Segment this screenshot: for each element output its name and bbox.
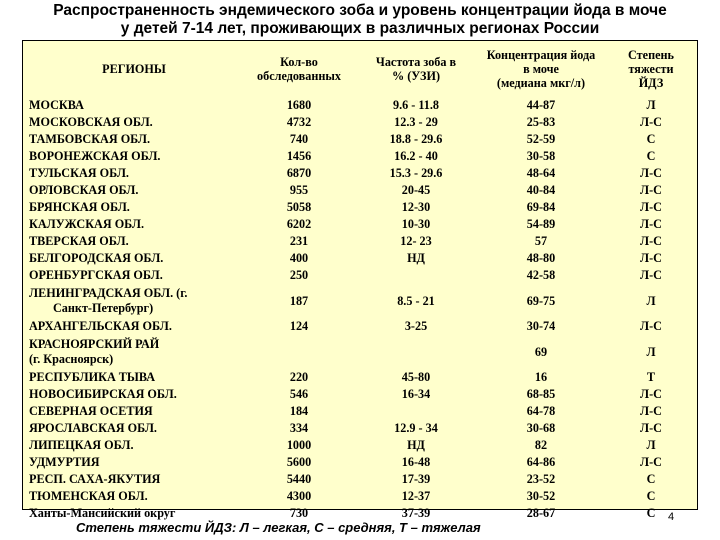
table-row bbox=[23, 148, 699, 165]
count-cell bbox=[245, 335, 353, 369]
count-cell: 4732 bbox=[286, 115, 312, 129]
table-row bbox=[23, 233, 699, 250]
concentration-cell: 82 bbox=[534, 438, 548, 452]
severity-cell: Л-С bbox=[640, 200, 662, 214]
severity-cell: Л-С bbox=[640, 251, 662, 265]
table-row bbox=[23, 267, 699, 284]
severity-cell: С bbox=[646, 149, 656, 163]
table-header-row bbox=[23, 41, 699, 97]
table-row bbox=[23, 114, 699, 131]
region-cell bbox=[23, 284, 245, 318]
frequency-cell: 15.3 - 29.6 bbox=[389, 166, 443, 180]
region-subname: Санкт-Петербург) bbox=[53, 301, 154, 315]
severity-cell: Л-С bbox=[640, 115, 662, 129]
header-severity-line-1: Степень bbox=[628, 48, 674, 62]
header-count bbox=[245, 41, 353, 97]
region-cell: БРЯНСКАЯ ОБЛ. bbox=[29, 200, 130, 214]
count-cell: 730 bbox=[289, 506, 309, 520]
region-cell: НОВОСИБИРСКАЯ ОБЛ. bbox=[29, 387, 177, 401]
concentration-cell: 16 bbox=[534, 370, 548, 384]
count-cell: 6870 bbox=[286, 166, 312, 180]
region-cell: МОСКОВСКАЯ ОБЛ. bbox=[29, 115, 153, 129]
severity-cell: Л-С bbox=[640, 234, 662, 248]
region-cell: ТВЕРСКАЯ ОБЛ. bbox=[29, 234, 129, 248]
frequency-cell: 3-25 bbox=[404, 319, 428, 333]
count-cell: 400 bbox=[289, 251, 309, 265]
region-cell bbox=[23, 335, 245, 369]
region-cell: СЕВЕРНАЯ ОСЕТИЯ bbox=[29, 404, 153, 418]
region-name: КРАСНОЯРСКИЙ РАЙ bbox=[29, 337, 160, 351]
table-row bbox=[23, 403, 699, 420]
concentration-cell: 68-85 bbox=[526, 387, 556, 401]
title-line-2: у детей 7-14 лет, проживающих в различных регионах России bbox=[120, 20, 600, 37]
table-row bbox=[23, 437, 699, 454]
severity-cell: Л-С bbox=[640, 387, 662, 401]
region-cell: ЛИПЕЦКАЯ ОБЛ. bbox=[29, 438, 134, 452]
frequency-cell: 12- 23 bbox=[400, 234, 432, 248]
table-row bbox=[23, 369, 699, 386]
frequency-cell: 45-80 bbox=[401, 370, 431, 384]
severity-cell: С bbox=[646, 489, 656, 503]
frequency-cell: 16-34 bbox=[401, 387, 431, 401]
table-row bbox=[23, 216, 699, 233]
table-row bbox=[23, 471, 699, 488]
count-cell: 184 bbox=[289, 404, 309, 418]
header-frequency-line-2: % (УЗИ) bbox=[391, 69, 441, 83]
concentration-cell: 69-84 bbox=[526, 200, 556, 214]
frequency-cell: 12-37 bbox=[401, 489, 431, 503]
region-cell: РЕСПУБЛИКА ТЫВА bbox=[29, 370, 156, 384]
concentration-cell: 30-58 bbox=[526, 149, 556, 163]
severity-cell: Л bbox=[646, 344, 656, 359]
concentration-cell: 40-84 bbox=[526, 183, 556, 197]
region-cell: ОРЛОВСКАЯ ОБЛ. bbox=[29, 183, 139, 197]
frequency-cell bbox=[353, 267, 479, 284]
table-row bbox=[23, 165, 699, 182]
table-row bbox=[23, 335, 699, 369]
concentration-cell: 30-68 bbox=[526, 421, 556, 435]
region-cell: ВОРОНЕЖСКАЯ ОБЛ. bbox=[29, 149, 161, 163]
severity-cell: Л-С bbox=[640, 268, 662, 282]
severity-cell: Л bbox=[646, 98, 656, 112]
table-body-group-2 bbox=[23, 284, 699, 369]
header-concentration-line-1: Концентрация йода bbox=[486, 48, 596, 62]
concentration-cell: 64-78 bbox=[526, 404, 556, 418]
header-regions: РЕГИОНЫ bbox=[102, 62, 166, 76]
count-cell: 5058 bbox=[286, 200, 312, 214]
frequency-cell: НД bbox=[407, 438, 425, 452]
region-cell: ОРЕНБУРГСКАЯ ОБЛ. bbox=[29, 268, 163, 282]
header-severity-line-2: тяжести bbox=[628, 62, 674, 76]
header-concentration-line-2: в моче bbox=[523, 62, 559, 76]
frequency-cell: 18.8 - 29.6 bbox=[389, 132, 443, 146]
header-count-line-2: обследованных bbox=[257, 69, 341, 83]
title-line-1: Распространенность эндемического зоба и уровень концентрации йода в моче bbox=[53, 2, 667, 19]
count-cell: 1456 bbox=[286, 149, 312, 163]
header-frequency bbox=[353, 41, 479, 97]
region-cell: ТЮМЕНСКАЯ ОБЛ. bbox=[29, 489, 148, 503]
severity-cell: Л bbox=[646, 438, 656, 452]
count-cell: 955 bbox=[289, 183, 309, 197]
region-cell: БЕЛГОРОДСКАЯ ОБЛ. bbox=[29, 251, 164, 265]
region-cell: АРХАНГЕЛЬСКАЯ ОБЛ. bbox=[29, 319, 172, 333]
concentration-cell: 69-75 bbox=[526, 293, 556, 308]
concentration-cell: 44-87 bbox=[526, 98, 556, 112]
region-subname: (г. Красноярск) bbox=[29, 352, 114, 366]
table-row bbox=[23, 420, 699, 437]
table-row bbox=[23, 250, 699, 267]
severity-cell: Т bbox=[646, 370, 656, 384]
count-cell: 1680 bbox=[286, 98, 312, 112]
concentration-cell: 52-59 bbox=[526, 132, 556, 146]
page-number: 4 bbox=[668, 511, 675, 523]
region-cell: ТУЛЬСКАЯ ОБЛ. bbox=[29, 166, 129, 180]
severity-cell: Л-С bbox=[640, 319, 662, 333]
table-row bbox=[23, 97, 699, 114]
frequency-cell: 8.5 - 21 bbox=[397, 293, 435, 308]
region-cell: УДМУРТИЯ bbox=[29, 455, 100, 469]
data-table-frame bbox=[22, 40, 698, 520]
region-cell: РЕСП. САХА-ЯКУТИЯ bbox=[29, 472, 161, 486]
severity-cell: Л-С bbox=[640, 455, 662, 469]
frequency-cell: 20-45 bbox=[401, 183, 431, 197]
header-frequency-line-1: Частота зоба в bbox=[375, 55, 457, 69]
iodine-table bbox=[23, 41, 699, 522]
region-cell: ТАМБОВСКАЯ ОБЛ. bbox=[29, 132, 151, 146]
count-cell: 5440 bbox=[286, 472, 312, 486]
severity-cell: Л-С bbox=[640, 183, 662, 197]
frequency-cell: 37-39 bbox=[401, 506, 431, 520]
frequency-cell bbox=[353, 403, 479, 420]
concentration-cell: 25-83 bbox=[526, 115, 556, 129]
count-cell: 4300 bbox=[286, 489, 312, 503]
frequency-cell: НД bbox=[407, 251, 425, 265]
severity-cell: Л-С bbox=[640, 166, 662, 180]
frequency-cell: 12-30 bbox=[401, 200, 431, 214]
frequency-cell: 16-48 bbox=[401, 455, 431, 469]
header-severity-line-3: ЙДЗ bbox=[638, 76, 664, 90]
concentration-cell: 54-89 bbox=[526, 217, 556, 231]
region-cell: МОСКВА bbox=[29, 98, 84, 112]
severity-legend-footnote: Степень тяжести ЙДЗ: Л – легкая, С – средняя, Т – тяжелая bbox=[76, 520, 481, 535]
region-name: ЛЕНИНГРАДСКАЯ ОБЛ. (г. bbox=[29, 286, 188, 300]
frequency-cell: 16.2 - 40 bbox=[394, 149, 438, 163]
severity-cell: С bbox=[646, 506, 656, 520]
concentration-cell: 30-74 bbox=[526, 319, 556, 333]
table-row bbox=[23, 488, 699, 505]
severity-cell: Л bbox=[646, 293, 656, 308]
table-row bbox=[23, 454, 699, 471]
table-row bbox=[23, 131, 699, 148]
header-concentration-line-3: (медиана мкг/л) bbox=[496, 76, 586, 90]
table-body-group-3 bbox=[23, 369, 699, 522]
concentration-cell: 48-80 bbox=[526, 251, 556, 265]
count-cell: 124 bbox=[289, 319, 309, 333]
concentration-cell: 57 bbox=[534, 234, 548, 248]
frequency-cell bbox=[353, 335, 479, 369]
count-cell: 6202 bbox=[286, 217, 312, 231]
count-cell: 546 bbox=[289, 387, 309, 401]
count-cell: 231 bbox=[289, 234, 309, 248]
severity-cell: Л-С bbox=[640, 217, 662, 231]
header-concentration bbox=[479, 41, 603, 97]
severity-cell: Л-С bbox=[640, 421, 662, 435]
frequency-cell: 10-30 bbox=[401, 217, 431, 231]
severity-cell: С bbox=[646, 132, 656, 146]
count-cell: 220 bbox=[289, 370, 309, 384]
count-cell: 5600 bbox=[286, 455, 312, 469]
concentration-cell: 69 bbox=[534, 344, 548, 359]
table-row bbox=[23, 199, 699, 216]
severity-cell: С bbox=[646, 472, 656, 486]
table-row bbox=[23, 182, 699, 199]
concentration-cell: 48-64 bbox=[526, 166, 556, 180]
table-body-group-1 bbox=[23, 97, 699, 284]
frequency-cell: 12.3 - 29 bbox=[394, 115, 438, 129]
table-row bbox=[23, 318, 699, 335]
frequency-cell: 12.9 - 34 bbox=[394, 421, 438, 435]
table-row bbox=[23, 386, 699, 403]
table-row bbox=[23, 284, 699, 318]
concentration-cell: 64-86 bbox=[526, 455, 556, 469]
count-cell: 250 bbox=[289, 268, 309, 282]
header-severity bbox=[603, 41, 699, 97]
concentration-cell: 30-52 bbox=[526, 489, 556, 503]
concentration-cell: 42-58 bbox=[526, 268, 556, 282]
frequency-cell: 17-39 bbox=[401, 472, 431, 486]
concentration-cell: 28-67 bbox=[526, 506, 556, 520]
region-cell: Ханты-Мансийский округ bbox=[29, 506, 176, 520]
slide-title bbox=[0, 2, 720, 38]
concentration-cell: 23-52 bbox=[526, 472, 556, 486]
header-count-line-1: Кол-во bbox=[280, 55, 318, 69]
region-cell: ЯРОСЛАВСКАЯ ОБЛ. bbox=[29, 421, 157, 435]
count-cell: 187 bbox=[289, 293, 309, 308]
frequency-cell: 9.6 - 11.8 bbox=[392, 98, 440, 112]
severity-cell: Л-С bbox=[640, 404, 662, 418]
count-cell: 740 bbox=[289, 132, 309, 146]
count-cell: 1000 bbox=[286, 438, 312, 452]
region-cell: КАЛУЖСКАЯ ОБЛ. bbox=[29, 217, 145, 231]
count-cell: 334 bbox=[289, 421, 309, 435]
